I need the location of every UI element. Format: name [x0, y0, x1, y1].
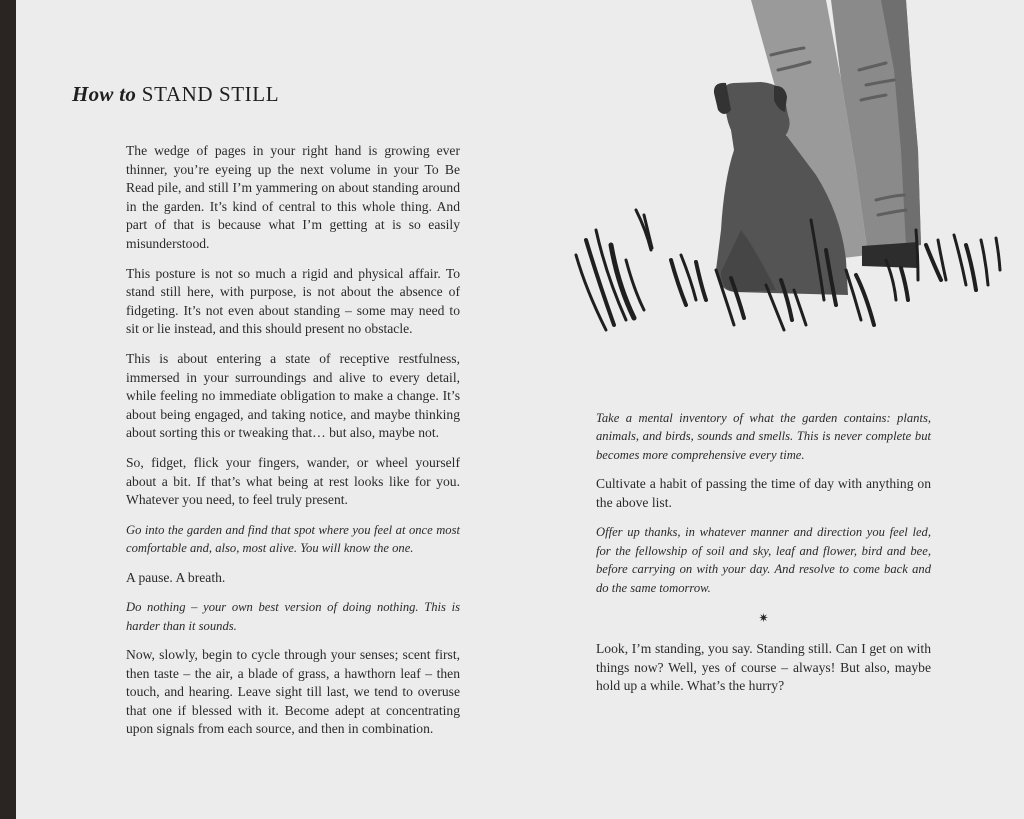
right-column: [596, 409, 931, 707]
page-title: [72, 82, 279, 107]
paragraph: A pause. A breath.: [126, 569, 226, 585]
italic-instruction: Do nothing – your own best version of doing nothing. This is harder than it sounds.: [126, 600, 460, 633]
italic-instruction: Take a mental inventory of what the garden contains: plants, animals, and birds, sounds and smells. This is never complete but becomes more comprehensive every time.: [596, 411, 931, 462]
title-lead: How to: [72, 82, 137, 106]
italic-instruction: Offer up thanks, in whatever manner and direction you feel led, for the fellowship of soil and sky, leaf and flower, bird and bee, before carrying on with your day. And resolve to come back and do the same tomorrow.: [596, 525, 931, 595]
closing-paragraph: Look, I’m standing, you say. Standing still. Can I get on with things now? Well, yes of course – always! But also, maybe hold up a while. What’s the hurry?: [596, 641, 931, 694]
section-ornament: ✷: [758, 611, 769, 626]
paragraph: This is about entering a state of receptive restfulness, immersed in your surroundings and alive to every detail, while feeling no immediate obligation to make a change. It’s about being engaged, and taking notice, and maybe thinking about sorting this or tweaking that… but also, maybe not.: [126, 350, 460, 441]
paragraph: This posture is not so much a rigid and physical affair. To stand still here, with purpose, is not about the absence of fidgeting. It’s not even about standing – some may need to sit or lie instead, and this should present no obstacle.: [126, 265, 460, 337]
dog-and-legs-illustration: [556, 0, 1006, 340]
book-spread: [16, 0, 1024, 819]
paragraph: The wedge of pages in your right hand is growing ever thinner, you’re eyeing up the next volume in your To Be Read pile, and still I’m yammering on about standing around in the garden. It’s kind of central to this whole thing. And part of that is because what I’m getting at is so easily misunderstood.: [126, 143, 460, 251]
paragraph: Cultivate a habit of passing the time of day with anything on the above list.: [596, 476, 931, 510]
paragraph: So, fidget, flick your fingers, wander, or wheel yourself about a bit. If that’s what being at rest looks like for you. Whatever you need, to feel truly present.: [126, 454, 460, 508]
paragraph: Now, slowly, begin to cycle through your senses; scent first, then taste – the air, a blade of grass, a hawthorn leaf – then touch, and hearing. Leave sight till last, we tend to overuse that one if blessed with it. Become adept at concentrating upon signals from each source, and then in combination.: [126, 646, 460, 737]
title-main: STAND STILL: [141, 82, 280, 106]
left-column: [126, 142, 460, 750]
italic-instruction: Go into the garden and find that spot where you feel at once most comfortable and, also, most alive. You will know the one.: [126, 522, 460, 556]
